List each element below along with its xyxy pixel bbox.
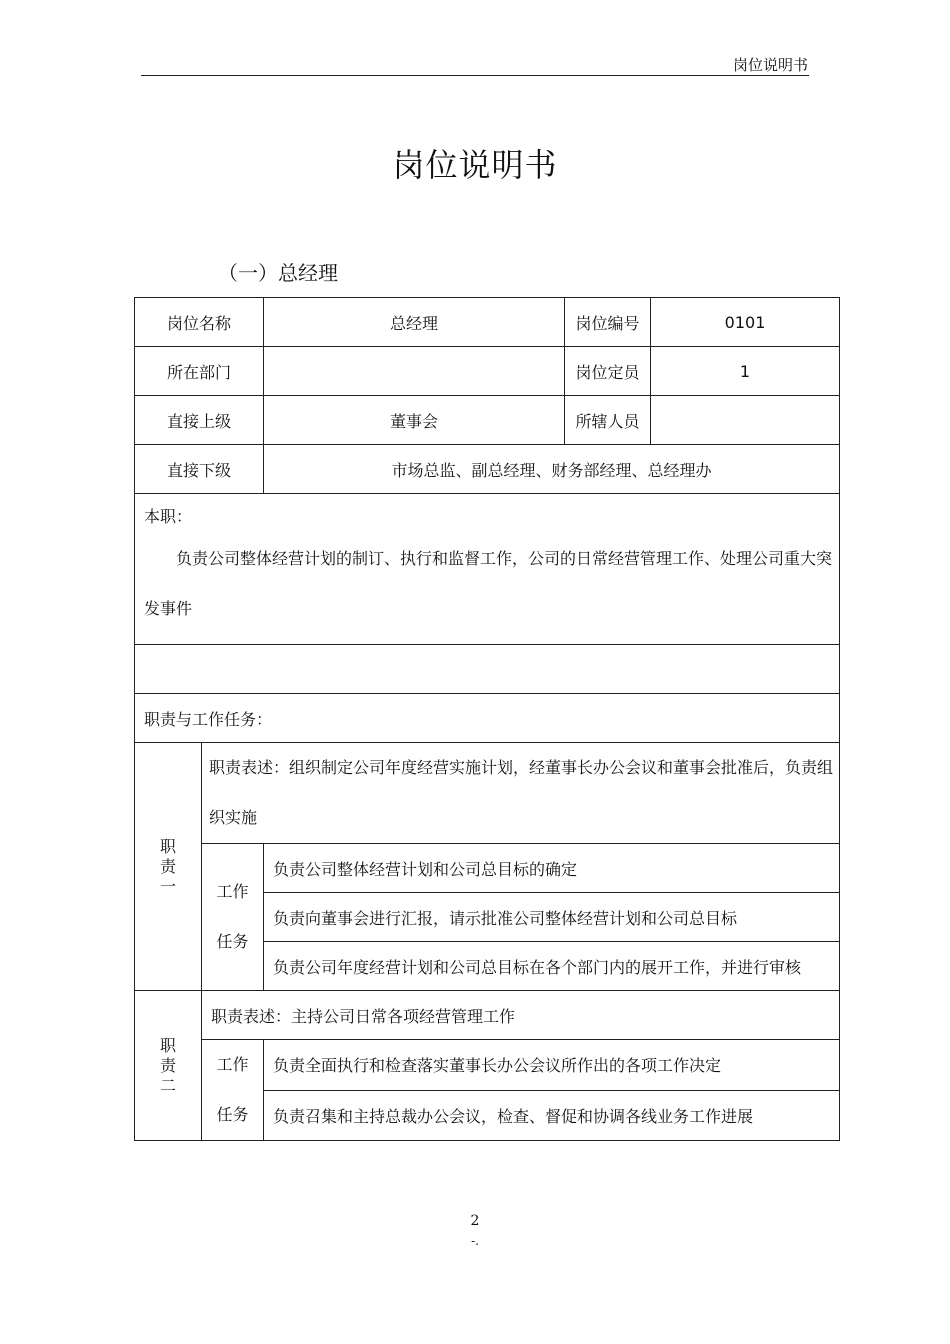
table-row-duty-summary	[135, 494, 840, 645]
duty2-task-2: 负责召集和主持总裁办公会议，检查、督促和协调各线业务工作进展	[264, 1090, 840, 1141]
duty1-label-char: 一	[159, 876, 176, 896]
label-headcount: 岗位定员	[565, 347, 651, 396]
label-department: 所在部门	[135, 347, 264, 396]
duty1-label	[135, 743, 202, 991]
value-headcount: 1	[651, 347, 840, 396]
duty1-task-2: 负责向董事会进行汇报，请示批准公司整体经营计划和公司总目标	[264, 893, 840, 942]
running-header-title: 岗位说明书	[732, 56, 808, 74]
duty1-description: 职责表述：组织制定公司年度经营实施计划，经董事长办公会议和董事会批准后，负责组织实施	[202, 743, 840, 844]
duty2-label-char: 职	[159, 1035, 176, 1055]
duty1-task-label-line1: 工作	[216, 882, 249, 901]
duty-summary-cell	[135, 494, 840, 645]
blank-cell	[135, 645, 840, 694]
table-row-duty2-task	[135, 1040, 840, 1091]
table-row-position-name	[135, 298, 840, 347]
label-direct-subordinates: 直接下级	[135, 445, 264, 494]
responsibilities-heading: 职责与工作任务：	[135, 694, 840, 743]
duty2-task-label-line2: 任务	[216, 1105, 249, 1124]
table-row-duty1-description	[135, 743, 840, 844]
duty1-task-3: 负责公司年度经营计划和公司总目标在各个部门内的展开工作，并进行审核	[264, 942, 840, 991]
table-row-duty1-task	[135, 844, 840, 893]
table-row-duty2-description	[135, 991, 840, 1040]
table-row-superior	[135, 396, 840, 445]
header-divider	[141, 75, 809, 76]
page-number: 2	[470, 1213, 480, 1229]
value-staff-managed	[651, 396, 840, 445]
duty1-task-label-line2: 任务	[216, 932, 249, 951]
duty1-task-label	[202, 844, 264, 991]
table-row-blank	[135, 645, 840, 694]
value-position-name: 总经理	[264, 298, 565, 347]
duty2-label-char: 二	[159, 1075, 176, 1095]
value-position-code: 0101	[651, 298, 840, 347]
table-row-responsibilities-heading	[135, 694, 840, 743]
duty1-task-1: 负责公司整体经营计划和公司总目标的确定	[264, 844, 840, 893]
duty1-label-char: 责	[159, 856, 176, 876]
label-position-code: 岗位编号	[565, 298, 651, 347]
document-title: 岗位说明书	[392, 146, 558, 184]
value-department	[264, 347, 565, 396]
duty-summary-label: 本职：	[144, 507, 193, 526]
duty1-label-char: 职	[159, 836, 176, 856]
table-row-subordinates	[135, 445, 840, 494]
value-direct-subordinates: 市场总监、副总经理、财务部经理、总经理办	[264, 445, 840, 494]
duty2-label-char: 责	[159, 1055, 176, 1075]
label-staff-managed: 所辖人员	[565, 396, 651, 445]
duty2-task-label	[202, 1040, 264, 1141]
duty2-task-label-line1: 工作	[216, 1055, 249, 1074]
value-direct-superior: 董事会	[264, 396, 565, 445]
duty2-label	[135, 991, 202, 1141]
table-row-department	[135, 347, 840, 396]
job-description-table	[134, 297, 840, 1141]
duty2-task-1: 负责全面执行和检查落实董事长办公会议所作出的各项工作决定	[264, 1040, 840, 1091]
duty-summary-text: 负责公司整体经营计划的制订、执行和监督工作，公司的日常经营管理工作、处理公司重大突发事件	[144, 549, 833, 618]
duty2-description: 职责表述：主持公司日常各项经营管理工作	[202, 991, 840, 1040]
footer-mark: -.	[471, 1234, 479, 1248]
label-position-name: 岗位名称	[135, 298, 264, 347]
section-title: （一）总经理	[218, 261, 338, 285]
label-direct-superior: 直接上级	[135, 396, 264, 445]
